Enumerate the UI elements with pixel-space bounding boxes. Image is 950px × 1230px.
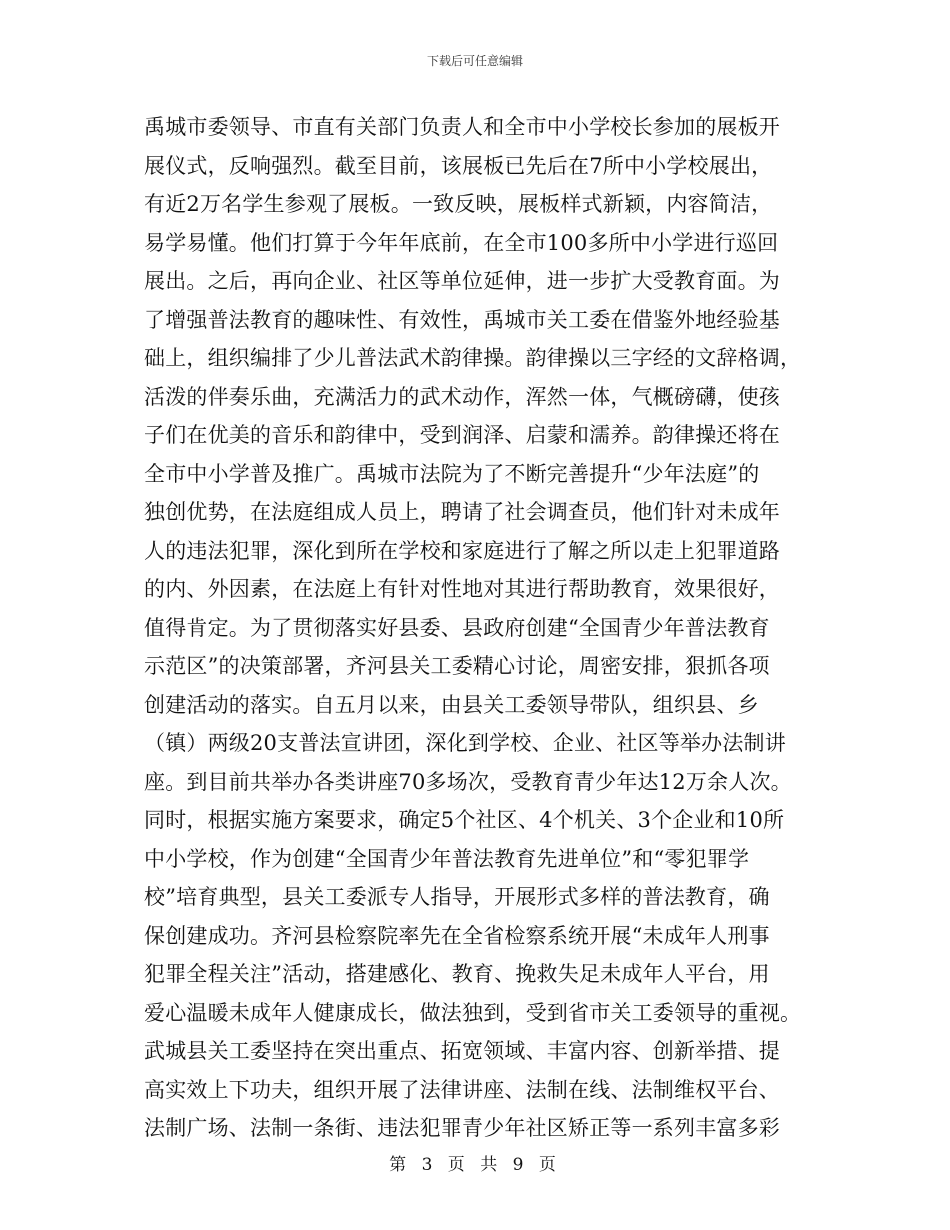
body-line: 值得肯定。为了贯彻落实好县委、县政府创建“全国青少年普法教育 — [144, 615, 770, 640]
body-line: 易学易懂。他们打算于今年年底前，在全市100多所中小学进行巡回 — [144, 230, 779, 255]
body-line: 法制广场、法制一条街、违法犯罪青少年社区矫正等一系列丰富多彩 — [144, 1116, 780, 1140]
body-line: 有近2万名学生参观了展板。一致反映，展板样式新颖，内容简洁， — [144, 192, 773, 216]
page-number: 第 3 页 共 9 页 — [389, 1155, 561, 1175]
body-line: 保创建成功。齐河县检察院率先在全省检察系统开展“未成年人刑事 — [144, 923, 770, 948]
body-line: 爱心温暖未成年人健康成长，做法独到，受到省市关工委领导的重视。 — [144, 1000, 802, 1025]
body-line: 独创优势，在法庭组成人员上，聘请了社会调查员，他们针对未成年 — [144, 500, 780, 524]
body-line: 示范区”的决策部署，齐河县关工委精心讨论，周密安排，狠抓各项 — [144, 654, 770, 678]
body-line: 展出。之后，再向企业、社区等单位延伸，进一步扩大受教育面。为 — [144, 269, 780, 293]
body-line: 座。到目前共举办各类讲座70多场次，受教育青少年达12万余人次。 — [144, 769, 792, 794]
body-line: 中小学校，作为创建“全国青少年普法教育先进单位”和“零犯罪学 — [144, 846, 750, 871]
body-line: 同时，根据实施方案要求，确定5个社区、4个机关、3个企业和10所 — [144, 808, 785, 832]
body-line: 了增强普法教育的趣味性、有效性，禹城市关工委在借鉴外地经验基 — [144, 307, 780, 332]
body-line: 校”培育典型，县关工委派专人指导，开展形式多样的普法教育，确 — [144, 885, 770, 909]
body-line: 人的违法犯罪，深化到所在学校和家庭进行了解之所以走上犯罪道路 — [144, 538, 780, 563]
body-line: （镇）两级20支普法宣讲团，深化到学校、企业、社区等举办法制讲 — [144, 731, 786, 755]
header-note: 下载后可任意编辑 — [426, 54, 523, 68]
body-line: 础上，组织编排了少儿普法武术韵律操。韵律操以三字经的文辞格调， — [144, 346, 802, 370]
body-line: 展仪式，反响强烈。截至目前，该展板已先后在7所中小学校展出， — [144, 153, 773, 178]
body-line: 禹城市委领导、市直有关部门负责人和全市中小学校长参加的展板开 — [144, 115, 780, 139]
document-body — [144, 108, 816, 1148]
body-line: 子们在优美的音乐和韵律中，受到润泽、启蒙和濡养。韵律操还将在 — [144, 423, 780, 447]
body-line: 活泼的伴奏乐曲，充满活力的武术动作，浑然一体，气概磅礴，使孩 — [144, 384, 780, 409]
body-line: 的内、外因素，在法庭上有针对性地对其进行帮助教育，效果很好， — [144, 577, 780, 601]
body-line: 武城县关工委坚持在突出重点、拓宽领域、丰富内容、创新举措、提 — [144, 1039, 780, 1063]
body-line: 创建活动的落实。自五月以来，由县关工委领导带队，组织县、乡 — [144, 692, 759, 717]
body-line: 高实效上下功夫，组织开展了法律讲座、法制在线、法制维权平台、 — [144, 1077, 780, 1102]
body-line: 全市中小学普及推广。禹城市法院为了不断完善提升“少年法庭”的 — [144, 461, 760, 486]
body-line: 犯罪全程关注”活动，搭建感化、教育、挽救失足未成年人平台，用 — [144, 962, 770, 986]
